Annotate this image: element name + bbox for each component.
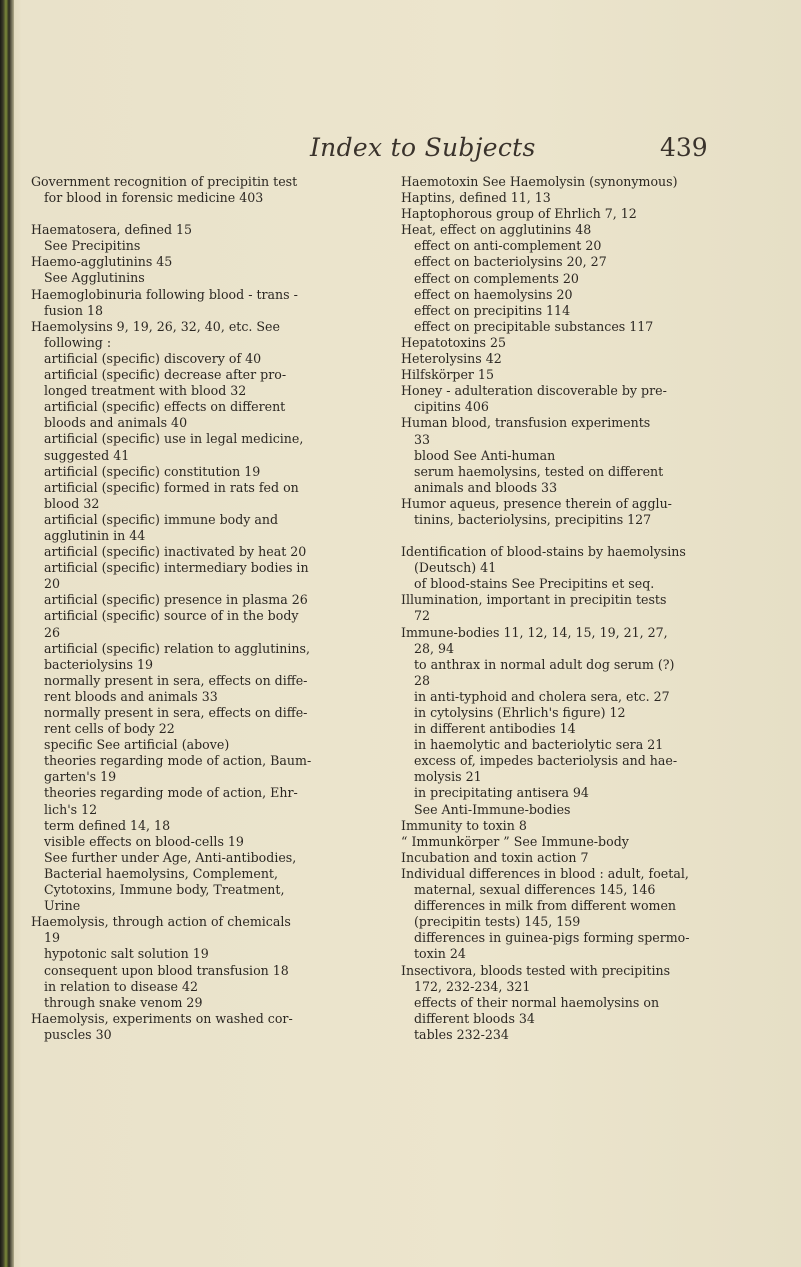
index-entry: in haemolytic and bacteriolytic sera 21 bbox=[414, 737, 664, 753]
index-entry: Humor aqueus, presence therein of agglu- bbox=[401, 495, 672, 511]
page-header bbox=[0, 133, 801, 167]
index-entry: theories regarding mode of action, Ehr- bbox=[44, 785, 298, 801]
index-entry: artificial (specific) effects on different bbox=[44, 399, 286, 415]
index-entry: artificial (specific) decrease after pro- bbox=[44, 367, 287, 383]
index-entry: in different antibodies 14 bbox=[414, 721, 576, 737]
index-entry: theories regarding mode of action, Baum- bbox=[44, 753, 312, 769]
index-entry: See Anti-Immune-bodies bbox=[414, 801, 571, 817]
running-title: Index to Subjects bbox=[310, 133, 536, 162]
index-entry: Haemolysis, experiments on washed cor- bbox=[31, 1010, 293, 1026]
index-entry: Hilfskörper 15 bbox=[401, 367, 494, 383]
index-entry: See Agglutinins bbox=[44, 270, 145, 286]
index-column-right bbox=[401, 174, 771, 1043]
index-entry: artificial (specific) discovery of 40 bbox=[44, 350, 262, 366]
index-entry: molysis 21 bbox=[414, 769, 482, 785]
index-entry: Haemolysis, through action of chemicals bbox=[31, 914, 291, 930]
index-entry: artificial (specific) presence in plasma 26 bbox=[44, 592, 308, 608]
index-entry: 19 bbox=[44, 930, 61, 946]
index-entry: artificial (specific) use in legal medicine, bbox=[44, 431, 304, 447]
index-entry: differences in guinea-pigs forming spermo- bbox=[414, 930, 690, 946]
index-entry: fusion 18 bbox=[44, 302, 103, 318]
index-entry: cipitins 406 bbox=[414, 399, 489, 415]
index-entry: Insectivora, bloods tested with precipitins bbox=[401, 962, 671, 978]
index-entry: bacteriolysins 19 bbox=[44, 656, 154, 672]
index-entry: Immunity to toxin 8 bbox=[401, 817, 527, 833]
index-entry: to anthrax in normal adult dog serum (?) bbox=[414, 656, 675, 672]
index-entry: 26 bbox=[44, 624, 61, 640]
index-entry: artificial (specific) formed in rats fed on bbox=[44, 479, 299, 495]
index-entry: 172, 232-234, 321 bbox=[414, 978, 531, 994]
index-entry: Heat, effect on agglutinins 48 bbox=[401, 222, 592, 238]
index-entry: 28 bbox=[414, 672, 431, 688]
index-entry: longed treatment with blood 32 bbox=[44, 383, 247, 399]
index-entry: animals and bloods 33 bbox=[414, 479, 558, 495]
index-entry: artificial (specific) constitution 19 bbox=[44, 463, 261, 479]
index-entry: hypotonic salt solution 19 bbox=[44, 946, 209, 962]
index-entry: different bloods 34 bbox=[414, 1010, 535, 1026]
index-entry: “ Immunkörper ” See Immune-body bbox=[401, 833, 629, 849]
index-entry: (Deutsch) 41 bbox=[414, 560, 497, 576]
index-entry: suggested 41 bbox=[44, 447, 130, 463]
index-entry: in cytolysins (Ehrlich's figure) 12 bbox=[414, 705, 626, 720]
index-entry: consequent upon blood transfusion 18 bbox=[44, 962, 289, 978]
index-entry: Government recognition of precipitin test bbox=[31, 174, 298, 189]
index-entry: effect on precipitable substances 117 bbox=[414, 318, 654, 334]
index-entry: tables 232-234 bbox=[414, 1026, 509, 1042]
index-entry: for blood in forensic medicine 403 bbox=[44, 190, 264, 206]
book-spine-edge bbox=[0, 0, 14, 1267]
index-entry: Immune-bodies 11, 12, 14, 15, 19, 21, 27, bbox=[401, 624, 668, 640]
index-entry: Honey - adulteration discoverable by pre- bbox=[401, 383, 667, 399]
index-entry: Haemolysins 9, 19, 26, 32, 40, etc. See bbox=[31, 318, 280, 334]
index-entry: of blood-stains See Precipitins et seq. bbox=[414, 576, 655, 592]
index-entry: effect on haemolysins 20 bbox=[414, 286, 573, 302]
index-entry: lich's 12 bbox=[44, 801, 98, 817]
index-entry: artificial (specific) source of in the body bbox=[44, 608, 299, 624]
index-entry: Haemotoxin See Haemolysin (synonymous) bbox=[401, 174, 678, 189]
index-entry: visible effects on blood-cells 19 bbox=[44, 833, 244, 849]
index-entry: specific See artificial (above) bbox=[44, 737, 230, 753]
index-entry: effect on anti-complement 20 bbox=[414, 238, 602, 254]
index-entry: blood See Anti-human bbox=[414, 447, 556, 463]
index-entry: artificial (specific) immune body and bbox=[44, 511, 279, 527]
index-entry: Illumination, important in precipitin tests bbox=[401, 592, 667, 608]
index-entry: Haptophorous group of Ehrlich 7, 12 bbox=[401, 206, 637, 222]
index-entry: puscles 30 bbox=[44, 1026, 112, 1042]
index-entry: Haemo-agglutinins 45 bbox=[31, 254, 173, 270]
index-entry: artificial (specific) relation to agglutinins, bbox=[44, 640, 310, 656]
page-number: 439 bbox=[660, 133, 708, 162]
index-entry: (precipitin tests) 145, 159 bbox=[414, 914, 581, 930]
index-entry: excess of, impedes bacteriolysis and hae- bbox=[414, 753, 678, 769]
index-entry: Haptins, defined 11, 13 bbox=[401, 190, 551, 206]
index-entry: normally present in sera, effects on diffe- bbox=[44, 672, 308, 688]
index-entry: differences in milk from different women bbox=[414, 898, 677, 914]
index-entry: artificial (specific) intermediary bodies in bbox=[44, 560, 309, 576]
index-column-left bbox=[31, 174, 387, 1043]
index-entry: Haemoglobinuria following blood - trans - bbox=[31, 286, 298, 302]
index-entry: toxin 24 bbox=[414, 946, 466, 962]
index-entry: effect on precipitins 114 bbox=[414, 302, 571, 318]
index-entry: through snake venom 29 bbox=[44, 994, 203, 1010]
index-entry: in precipitating antisera 94 bbox=[414, 785, 589, 801]
index-entry: Identification of blood-stains by haemolysins bbox=[401, 544, 686, 560]
index-entry: blood 32 bbox=[44, 495, 100, 511]
index-entry: Urine bbox=[44, 898, 81, 914]
index-entry: 20 bbox=[44, 576, 61, 592]
index-entry: 33 bbox=[414, 431, 431, 447]
index-entry: rent cells of body 22 bbox=[44, 721, 175, 737]
index-entry: rent bloods and animals 33 bbox=[44, 688, 218, 704]
index-entry: term defined 14, 18 bbox=[44, 817, 171, 833]
index-entry: See further under Age, Anti-antibodies, bbox=[44, 849, 297, 865]
index-entry: following : bbox=[44, 334, 112, 350]
index-entry: effects of their normal haemolysins on bbox=[414, 994, 660, 1010]
index-entry: in relation to disease 42 bbox=[44, 978, 199, 994]
index-entry: garten's 19 bbox=[44, 769, 117, 785]
index-entry: Cytotoxins, Immune body, Treatment, bbox=[44, 882, 285, 898]
index-entry: Individual differences in blood : adult, foetal, bbox=[401, 865, 689, 881]
index-entry: Hepatotoxins 25 bbox=[401, 334, 507, 350]
index-entry: in anti-typhoid and cholera sera, etc. 27 bbox=[414, 688, 670, 704]
index-entry: Heterolysins 42 bbox=[401, 351, 502, 367]
index-entry: normally present in sera, effects on diffe- bbox=[44, 705, 308, 720]
index-entry: Incubation and toxin action 7 bbox=[401, 849, 589, 865]
index-entry: effect on complements 20 bbox=[414, 270, 579, 286]
index-entry: agglutinin in 44 bbox=[44, 527, 146, 543]
index-entry: tinins, bacteriolysins, precipitins 127 bbox=[414, 511, 652, 527]
index-entry: effect on bacteriolysins 20, 27 bbox=[414, 254, 607, 270]
index-entry: 72 bbox=[414, 608, 431, 624]
index-entry: Human blood, transfusion experiments bbox=[401, 415, 651, 431]
index-entry: See Precipitins bbox=[44, 238, 141, 254]
index-entry: 28, 94 bbox=[414, 640, 455, 656]
index-entry: artificial (specific) inactivated by heat 20 bbox=[44, 544, 307, 560]
index-entry: bloods and animals 40 bbox=[44, 415, 188, 431]
index-entry: maternal, sexual differences 145, 146 bbox=[414, 882, 656, 898]
index-entry: Bacterial haemolysins, Complement, bbox=[44, 865, 278, 881]
index-entry: Haematosera, defined 15 bbox=[31, 222, 193, 238]
index-entry: serum haemolysins, tested on different bbox=[414, 463, 664, 479]
